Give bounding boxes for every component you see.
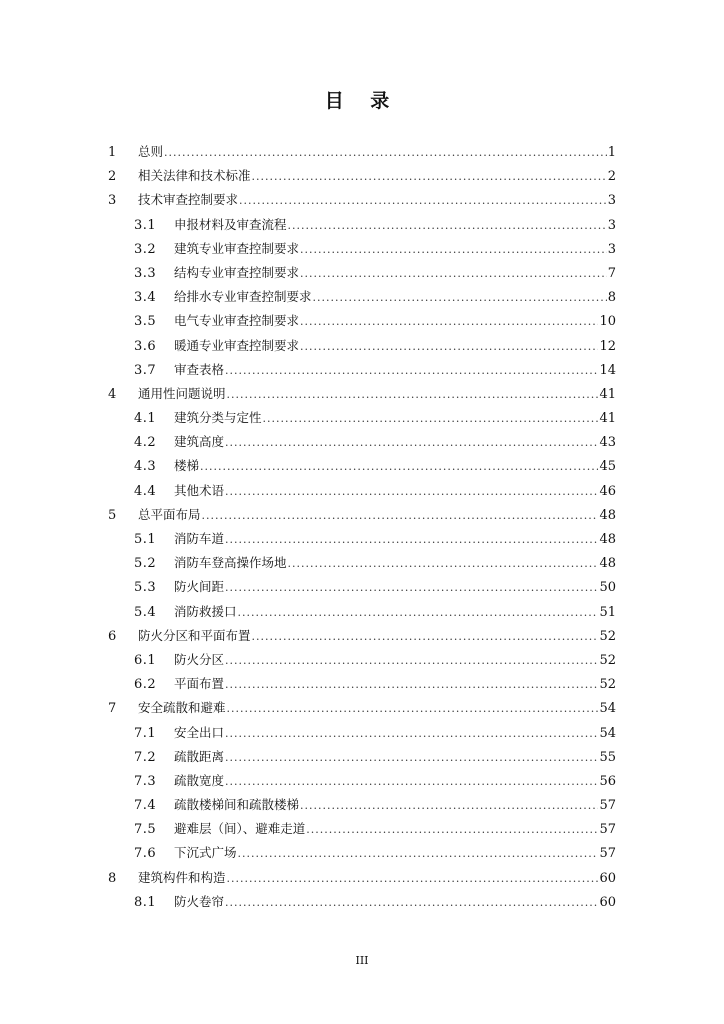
toc-entry-label: 总则 [138,144,164,159]
toc-entry-number: 7.5 [134,822,157,838]
toc-entry-page: 48 [599,507,616,523]
dot-leader [263,407,599,431]
toc-entry-page: 54 [599,725,616,741]
toc-entry-number: 5.4 [134,604,157,620]
toc-entry-page: 48 [599,532,616,547]
toc-entry-number: 6 [108,628,117,644]
toc-entry-page: 10 [599,314,616,330]
toc-entry[interactable] [104,817,616,841]
toc-entry-label: 安全疏散和避难 [138,700,226,716]
toc-entry-page: 41 [599,386,616,402]
toc-entry[interactable] [104,261,616,285]
toc-entry-page: 3 [607,193,616,209]
toc-entry-label: 建筑构件和构造 [138,869,226,885]
toc-entry[interactable] [104,358,616,382]
dot-leader [225,746,598,770]
toc-entry-label: 建筑高度 [174,434,225,450]
toc-entry-number: 6.2 [134,677,157,693]
toc-entry[interactable] [104,793,616,817]
toc-entry-label: 建筑专业审查控制要求 [174,240,300,256]
toc-entry-page: 60 [599,870,616,886]
toc-entry-number: 5.2 [134,556,157,572]
toc-entry[interactable] [104,527,616,551]
toc-entry-number: 3.7 [134,362,157,378]
toc-entry[interactable] [104,769,616,793]
toc-entry[interactable] [104,503,616,527]
toc-entry[interactable] [104,430,616,454]
toc-entry-number: 5.3 [134,580,157,596]
toc-entry-page: 50 [599,580,616,596]
toc-entry-label: 安全出口 [174,724,225,740]
dot-leader [313,286,607,310]
toc-entry-label: 防火分区和平面布置 [138,627,251,643]
toc-entry[interactable] [104,600,616,624]
page-number: III [355,954,369,967]
dot-leader [288,214,607,238]
dot-leader [227,697,599,721]
toc-entry[interactable] [104,696,616,720]
toc-entry-number: 7.4 [134,798,157,814]
toc-entry-label: 防火间距 [174,579,225,595]
toc-entry-number: 5.1 [134,532,157,547]
toc-entry[interactable] [104,551,616,575]
dot-leader [306,818,598,842]
toc-entry-label: 防火卷帘 [174,893,225,909]
toc-entry-number: 3 [108,193,117,209]
dot-leader [225,359,598,383]
dot-leader [225,480,598,504]
dot-leader [202,504,599,528]
toc-entry[interactable] [104,140,616,164]
dot-leader [225,528,598,552]
dot-leader [225,576,598,600]
toc-entry[interactable] [104,866,616,890]
toc-entry-label: 其他术语 [174,482,225,498]
dot-leader [227,867,599,891]
toc-entry-number: 4.3 [134,459,157,475]
dot-leader [225,673,598,697]
toc-entry-number: 8.1 [134,894,157,910]
toc-entry[interactable] [104,721,616,745]
toc-entry-number: 7 [108,701,117,717]
toc-entry-label: 楼梯 [174,458,200,474]
toc-entry-page: 41 [599,411,616,427]
toc-entry-page: 57 [599,798,616,814]
toc-entry-label: 疏散楼梯间和疏散楼梯 [174,797,300,813]
toc-entry-number: 3.5 [134,314,157,330]
dot-leader [225,891,598,915]
toc-entry-number: 4.2 [134,435,157,451]
toc-entry-label: 防火分区 [174,651,225,667]
toc-entry[interactable] [104,479,616,503]
toc-entry-label: 消防救援口 [174,603,237,619]
toc-entry-number: 3.6 [134,338,157,354]
toc-entry-label: 下沉式广场 [174,845,237,861]
dot-leader [300,794,598,818]
toc-entry-label: 通用性问题说明 [138,385,226,401]
toc-entry-page: 48 [599,556,616,572]
toc-entry-number: 3.1 [134,217,157,233]
toc-entry-page: 52 [599,628,616,644]
toc-entry-number: 4.4 [134,483,157,499]
toc-entry-label: 暖通专业审查控制要求 [174,337,300,353]
toc-entry-number: 8 [108,870,117,886]
dot-leader [238,601,599,625]
toc-entry[interactable] [104,672,616,696]
toc-entry-label: 消防车道 [174,531,225,546]
toc-entry-page: 43 [599,435,616,451]
toc-entry-number: 7.3 [134,773,157,789]
toc-entry-number: 2 [108,169,117,185]
toc-entry[interactable] [104,745,616,769]
toc-entry[interactable] [104,454,616,478]
toc-entry-page: 45 [599,459,616,475]
toc-entry-number: 7.6 [134,846,157,862]
dot-leader [300,310,598,334]
toc-entry-label: 结构专业审查控制要求 [174,264,300,280]
toc-entry[interactable] [104,406,616,430]
dot-leader [200,455,598,479]
toc-entry-page: 54 [599,701,616,717]
toc-entry-page: 60 [599,894,616,910]
dot-leader [225,649,598,673]
toc-entry-label: 疏散宽度 [174,772,225,788]
dot-leader [225,431,598,455]
dot-leader [238,842,599,866]
toc-entry-label: 审查表格 [174,361,225,377]
toc-entry-label: 避难层（间）、避难走道 [174,821,306,837]
dot-leader [164,141,607,165]
toc-entry[interactable] [104,334,616,358]
toc-entry[interactable] [104,285,616,309]
toc-entry[interactable] [104,648,616,672]
table-of-contents [104,140,616,914]
toc-entry-label: 申报材料及审查流程 [174,216,287,232]
toc-entry-page: 51 [599,604,616,620]
toc-entry[interactable] [104,382,616,406]
dot-leader [225,770,598,794]
toc-entry-page: 57 [599,822,616,838]
toc-entry-page: 46 [599,483,616,499]
toc-entry[interactable] [104,213,616,237]
toc-entry-page: 14 [599,362,616,378]
dot-leader [225,722,598,746]
toc-entry-label: 建筑分类与定性 [174,410,262,426]
toc-entry[interactable] [104,188,616,212]
toc-entry[interactable] [104,237,616,261]
toc-entry-page: 56 [599,773,616,789]
dot-leader [300,238,607,262]
toc-entry-number: 3.2 [134,241,157,257]
page-title: 目 录 [324,90,400,112]
toc-entry-page: 57 [599,846,616,862]
toc-entry-number: 1 [108,145,117,160]
toc-entry[interactable] [104,624,616,648]
toc-entry-page: 3 [607,241,616,257]
toc-entry[interactable] [104,575,616,599]
toc-entry-page: 1 [607,145,616,160]
dot-leader [288,552,599,576]
toc-entry-number: 4.1 [134,411,157,427]
toc-entry-number: 7.1 [134,725,157,741]
toc-entry-number: 5 [108,507,117,523]
toc-entry-number: 7.2 [134,749,157,765]
toc-entry-label: 消防车登高操作场地 [174,555,287,571]
toc-entry-label: 电气专业审查控制要求 [174,313,300,329]
toc-entry[interactable] [104,890,616,914]
toc-entry-label: 相关法律和技术标准 [138,168,251,184]
dot-leader [252,625,599,649]
dot-leader [252,165,607,189]
toc-entry[interactable] [104,309,616,333]
dot-leader [227,383,599,407]
toc-entry-page: 55 [599,749,616,765]
toc-entry-label: 疏散距离 [174,748,225,764]
toc-entry-number: 6.1 [134,652,157,668]
dot-leader [300,335,598,359]
toc-entry-page: 12 [599,338,616,354]
toc-entry-page: 3 [607,217,616,233]
toc-entry-page: 52 [599,652,616,668]
toc-entry-number: 3.3 [134,265,157,281]
toc-entry-page: 2 [607,169,616,185]
toc-entry-number: 3.4 [134,290,157,306]
toc-entry-number: 4 [108,386,117,402]
toc-entry-page: 7 [607,265,616,281]
toc-entry-label: 给排水专业审查控制要求 [174,289,312,305]
toc-entry[interactable] [104,164,616,188]
toc-entry-label: 总平面布局 [138,506,201,522]
toc-entry-page: 52 [599,677,616,693]
toc-entry-label: 技术审查控制要求 [138,192,239,208]
toc-entry-label: 平面布置 [174,676,225,692]
dot-leader [239,189,607,213]
dot-leader [300,262,607,286]
toc-entry-page: 8 [607,290,616,306]
toc-entry[interactable] [104,841,616,865]
